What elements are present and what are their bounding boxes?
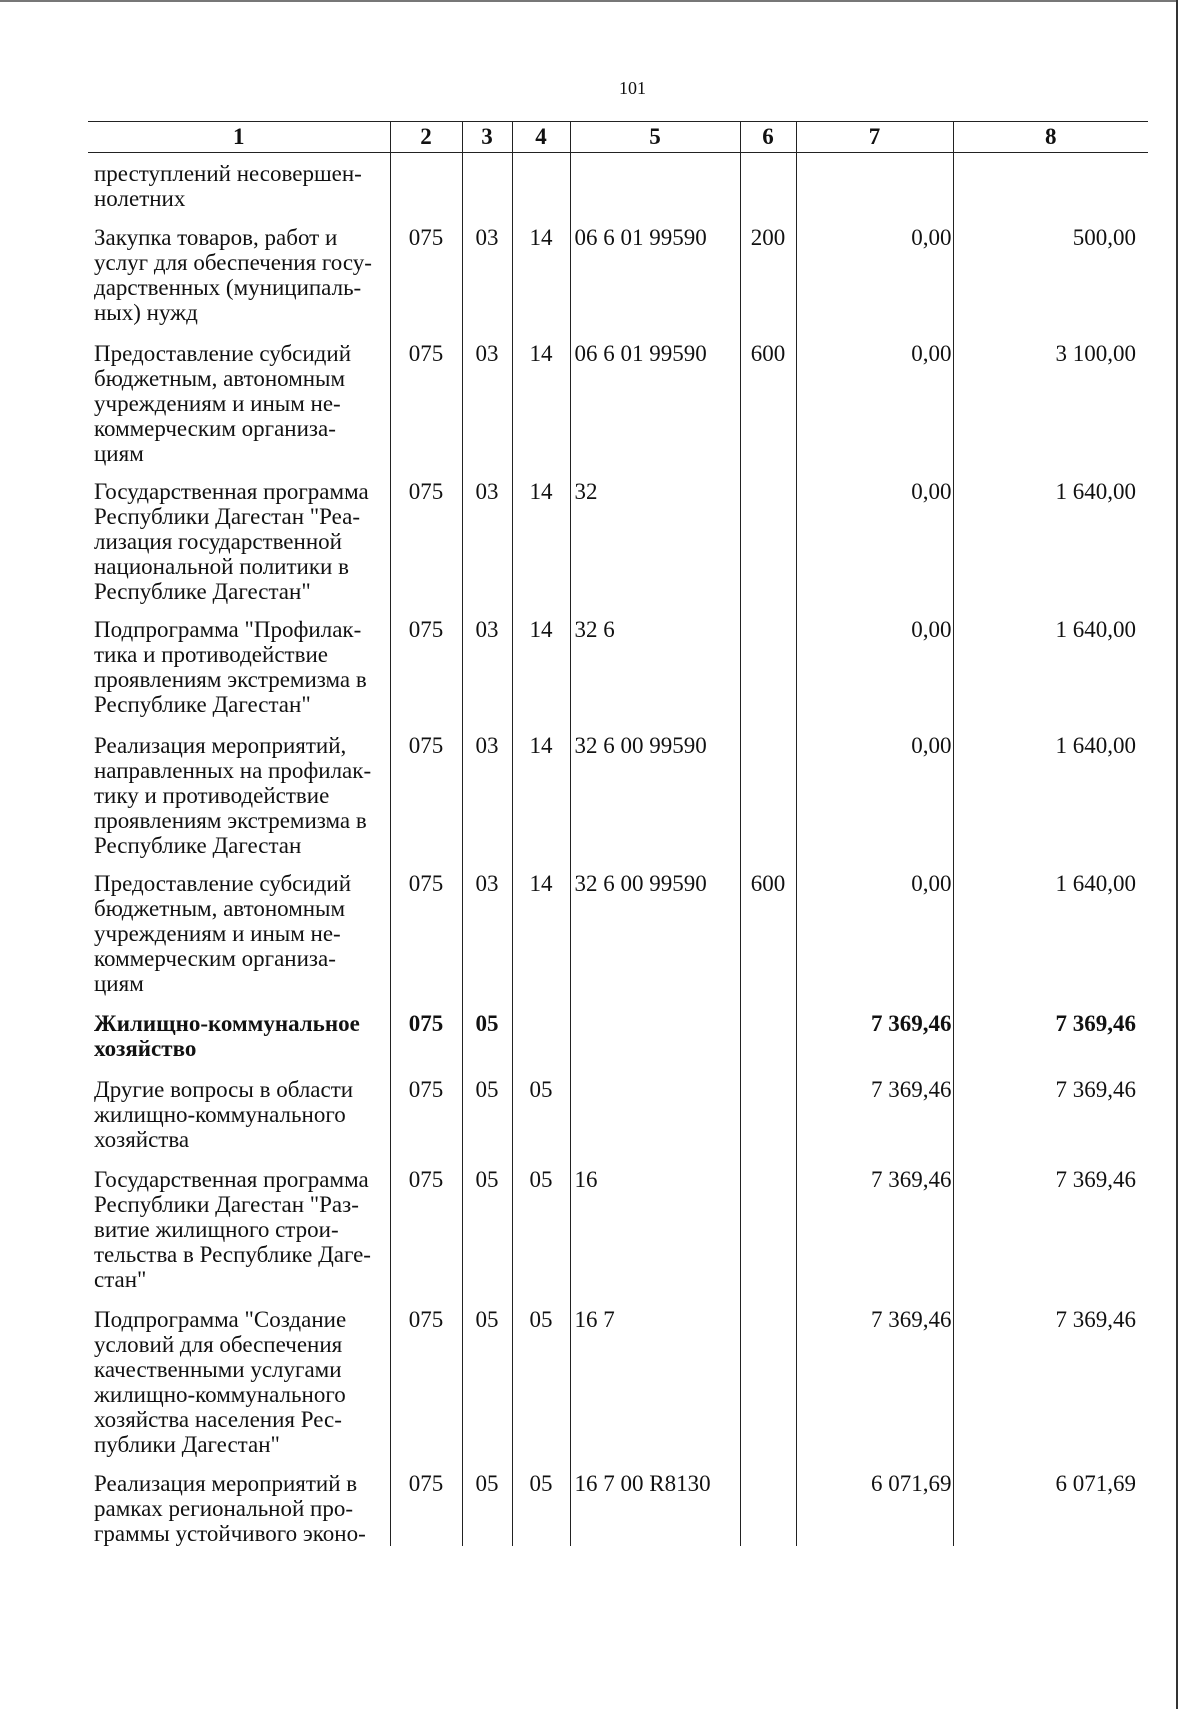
amount-cell-8: 1 640,00 [953, 479, 1148, 617]
chapter-code-cell: 075 [390, 1167, 462, 1307]
column-header: 8 [953, 122, 1148, 153]
target-article-cell: 32 6 00 99590 [570, 733, 740, 871]
amount-cell-7: 0,00 [796, 479, 953, 617]
table-row [88, 1471, 1148, 1546]
target-article-cell: 16 [570, 1167, 740, 1307]
section-code-cell: 05 [462, 1011, 512, 1077]
target-article-cell: 16 7 00 R8130 [570, 1471, 740, 1546]
amount-cell-8: 1 640,00 [953, 733, 1148, 871]
subsection-code-cell [512, 153, 570, 226]
table-row [88, 341, 1148, 479]
column-header: 5 [570, 122, 740, 153]
amount-cell-8: 1 640,00 [953, 871, 1148, 1011]
section-code-cell: 05 [462, 1167, 512, 1307]
table-row [88, 153, 1148, 226]
expense-type-cell [740, 1011, 796, 1077]
row-name-cell: Подпрограмма "Создание условий для обеспечения качественными услугами жилищно-коммунального хозяйства населения Рес- публики Дагестан" [94, 1307, 347, 1457]
section-code-cell: 03 [462, 225, 512, 341]
target-article-cell: 32 6 [570, 617, 740, 733]
subsection-code-cell [512, 1011, 570, 1077]
row-name-cell: Другие вопросы в области жилищно-коммунального хозяйства [94, 1077, 354, 1152]
section-code-cell: 03 [462, 479, 512, 617]
chapter-code-cell: 075 [390, 341, 462, 479]
amount-cell-7: 0,00 [796, 225, 953, 341]
amount-cell-7: 0,00 [796, 617, 953, 733]
scan-right-edge [1176, 0, 1178, 1709]
expense-type-cell [740, 617, 796, 733]
target-article-cell [570, 1011, 740, 1077]
row-name-cell: Государственная программа Республики Дагестан "Реа- лизация государственной национальной политики в Республике Дагестан" [94, 479, 369, 604]
amount-cell-8: 3 100,00 [953, 341, 1148, 479]
row-name-cell: Предоставление субсидий бюджетным, автономным учреждениям и иным не- коммерческим организа- циям [94, 341, 351, 466]
expense-type-cell [740, 479, 796, 617]
column-header: 6 [740, 122, 796, 153]
expense-type-cell [740, 1167, 796, 1307]
chapter-code-cell: 075 [390, 617, 462, 733]
amount-cell-7: 7 369,46 [796, 1307, 953, 1471]
row-name-cell: Подпрограмма "Профилак- тика и противодействие проявлениям экстремизма в Республике Дагестан" [94, 617, 367, 717]
column-header: 3 [462, 122, 512, 153]
row-name-cell: Предоставление субсидий бюджетным, автономным учреждениям и иным не- коммерческим организа- циям [94, 871, 351, 996]
section-code-cell: 03 [462, 341, 512, 479]
section-code-cell: 03 [462, 733, 512, 871]
amount-cell-8: 7 369,46 [953, 1011, 1148, 1077]
amount-cell-7: 7 369,46 [796, 1011, 953, 1077]
subsection-code-cell: 05 [512, 1167, 570, 1307]
table-row [88, 1011, 1148, 1077]
subsection-code-cell: 14 [512, 225, 570, 341]
expense-type-cell [740, 1077, 796, 1167]
amount-cell-8 [953, 153, 1148, 226]
table-row [88, 1167, 1148, 1307]
row-name-cell: Реализация мероприятий в рамках региональной про- граммы устойчивого эконо- [94, 1471, 366, 1546]
expense-type-cell [740, 1307, 796, 1471]
budget-table [88, 121, 1148, 1546]
expense-type-cell: 600 [740, 341, 796, 479]
amount-cell-7: 7 369,46 [796, 1077, 953, 1167]
subsection-code-cell: 14 [512, 341, 570, 479]
amount-cell-8: 7 369,46 [953, 1307, 1148, 1471]
target-article-cell: 32 6 00 99590 [570, 871, 740, 1011]
table-row [88, 617, 1148, 733]
page-number: 101 [619, 78, 646, 98]
column-header: 1 [88, 122, 390, 153]
section-code-cell: 05 [462, 1471, 512, 1546]
chapter-code-cell: 075 [390, 225, 462, 341]
expense-type-cell [740, 1471, 796, 1546]
expense-type-cell [740, 153, 796, 226]
table-row [88, 479, 1148, 617]
amount-cell-8: 500,00 [953, 225, 1148, 341]
subsection-code-cell: 05 [512, 1077, 570, 1167]
subsection-code-cell: 14 [512, 733, 570, 871]
column-header: 4 [512, 122, 570, 153]
amount-cell-7: 7 369,46 [796, 1167, 953, 1307]
row-name-cell: преступлений несовершен- нолетних [94, 161, 362, 211]
table-header-row [88, 122, 1148, 153]
expense-type-cell: 200 [740, 225, 796, 341]
amount-cell-8: 6 071,69 [953, 1471, 1148, 1546]
chapter-code-cell: 075 [390, 1307, 462, 1471]
amount-cell-7 [796, 153, 953, 226]
chapter-code-cell: 075 [390, 1077, 462, 1167]
subsection-code-cell: 14 [512, 617, 570, 733]
amount-cell-7: 0,00 [796, 733, 953, 871]
table-row [88, 733, 1148, 871]
chapter-code-cell: 075 [390, 479, 462, 617]
section-code-cell: 03 [462, 617, 512, 733]
row-name-cell: Реализация мероприятий, направленных на профилак- тику и противодействие проявлениям экстремизма в Республике Дагестан [94, 733, 372, 858]
chapter-code-cell [390, 153, 462, 226]
amount-cell-8: 7 369,46 [953, 1077, 1148, 1167]
amount-cell-8: 1 640,00 [953, 617, 1148, 733]
table-row [88, 871, 1148, 1011]
amount-cell-7: 0,00 [796, 341, 953, 479]
table-row [88, 1077, 1148, 1167]
target-article-cell: 06 6 01 99590 [570, 341, 740, 479]
subsection-code-cell: 14 [512, 479, 570, 617]
amount-cell-7: 0,00 [796, 871, 953, 1011]
amount-cell-7: 6 071,69 [796, 1471, 953, 1546]
target-article-cell: 32 [570, 479, 740, 617]
row-name-cell: Закупка товаров, работ и услуг для обеспечения госу- дарственных (муниципаль- ных) нужд [94, 225, 372, 325]
expense-type-cell: 600 [740, 871, 796, 1011]
expense-type-cell [740, 733, 796, 871]
chapter-code-cell: 075 [390, 1471, 462, 1546]
target-article-cell [570, 153, 740, 226]
amount-cell-8: 7 369,46 [953, 1167, 1148, 1307]
section-code-cell: 05 [462, 1307, 512, 1471]
column-header: 7 [796, 122, 953, 153]
table-row [88, 1307, 1148, 1471]
scan-top-edge [0, 0, 1178, 2]
target-article-cell: 06 6 01 99590 [570, 225, 740, 341]
column-header: 2 [390, 122, 462, 153]
row-name-cell: Жилищно-коммунальное хозяйство [94, 1011, 360, 1061]
section-code-cell: 03 [462, 871, 512, 1011]
row-name-cell: Государственная программа Республики Дагестан "Раз- витие жилищного строи- тельства в Республике Даге- стан" [94, 1167, 371, 1292]
table-body [88, 153, 1148, 1547]
target-article-cell [570, 1077, 740, 1167]
subsection-code-cell: 14 [512, 871, 570, 1011]
table-row [88, 225, 1148, 341]
section-code-cell [462, 153, 512, 226]
subsection-code-cell: 05 [512, 1471, 570, 1546]
chapter-code-cell: 075 [390, 1011, 462, 1077]
chapter-code-cell: 075 [390, 733, 462, 871]
subsection-code-cell: 05 [512, 1307, 570, 1471]
section-code-cell: 05 [462, 1077, 512, 1167]
chapter-code-cell: 075 [390, 871, 462, 1011]
target-article-cell: 16 7 [570, 1307, 740, 1471]
